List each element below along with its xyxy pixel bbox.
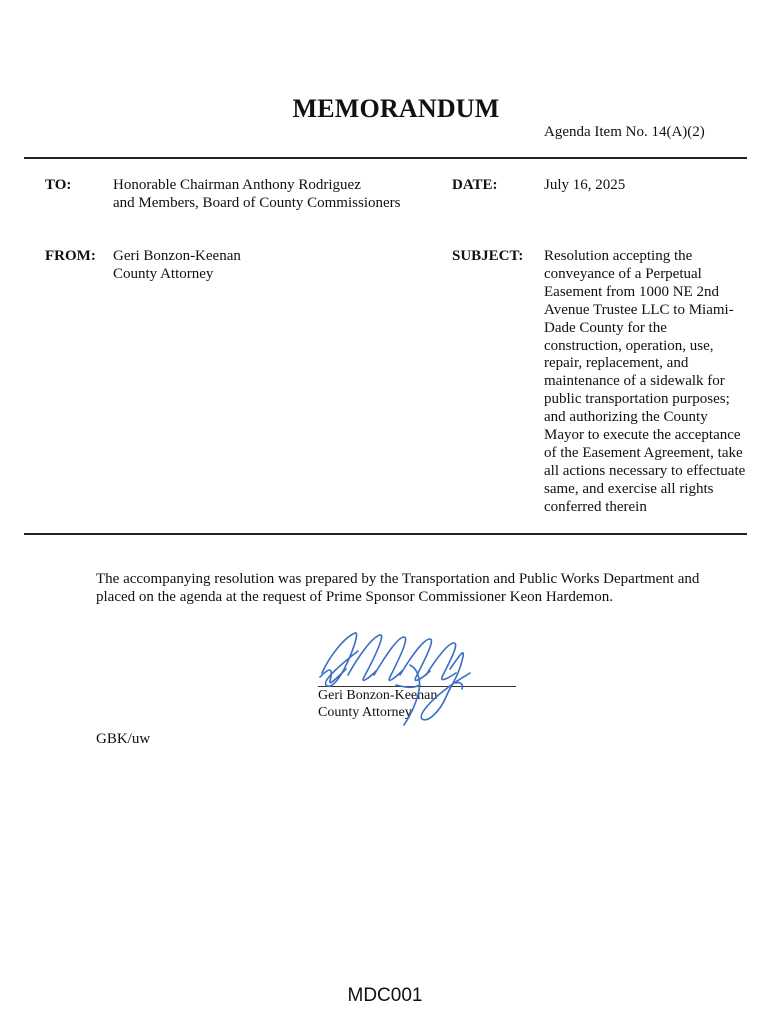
subject-line: construction, operation, use, [544, 337, 714, 354]
body-line: placed on the agenda at the request of Prime Sponsor Commissioner Keon Hardemon. [96, 589, 613, 605]
subject-line: repair, replacement, and [544, 355, 689, 372]
subject-line: conferred therein [544, 498, 647, 515]
subject-line: of the Easement Agreement, take [544, 444, 743, 461]
subject-line: conveyance of a Perpetual [544, 265, 702, 282]
subject-line: all actions necessary to effectuate [544, 462, 746, 479]
from-value [113, 248, 241, 284]
date-value: July 16, 2025 [544, 177, 626, 193]
subject-line: public transportation purposes; [544, 391, 730, 408]
subject-line: Resolution accepting the [544, 248, 693, 264]
bottom-divider [24, 533, 747, 535]
date-label: DATE: [452, 177, 498, 193]
initials: GBK/uw [96, 731, 151, 747]
subject-line: Mayor to execute the acceptance [544, 427, 741, 444]
subject-label: SUBJECT: [452, 248, 524, 264]
to-line: and Members, Board of County Commissioners [113, 194, 401, 211]
body-paragraph [96, 570, 699, 606]
to-label: TO: [45, 177, 72, 193]
top-divider [24, 157, 747, 159]
subject-line: Dade County for the [544, 319, 667, 336]
to-value [113, 177, 400, 213]
subject-line: Easement from 1000 NE 2nd [544, 283, 719, 300]
from-line: Geri Bonzon-Keenan [113, 248, 241, 264]
signer-title: County Attorney [318, 705, 412, 720]
memorandum-title: MEMORANDUM [292, 94, 500, 123]
from-label: FROM: [45, 248, 96, 264]
subject-line: Avenue Trustee LLC to Miami- [544, 301, 734, 318]
subject-line: same, and exercise all rights [544, 480, 714, 497]
from-line: County Attorney [113, 265, 214, 282]
to-line: Honorable Chairman Anthony Rodriguez [113, 177, 361, 193]
agenda-item-number: Agenda Item No. 14(A)(2) [544, 124, 705, 140]
document-footer-code: MDC001 [347, 985, 423, 1006]
subject-line: maintenance of a sidewalk for [544, 373, 725, 390]
signer-name: Geri Bonzon-Keenan [318, 688, 438, 703]
handwritten-signature [300, 625, 530, 735]
subject-line: and authorizing the County [544, 409, 708, 426]
subject-value [544, 248, 745, 517]
body-line: The accompanying resolution was prepared by the Transportation and Public Works Department and [96, 571, 700, 587]
